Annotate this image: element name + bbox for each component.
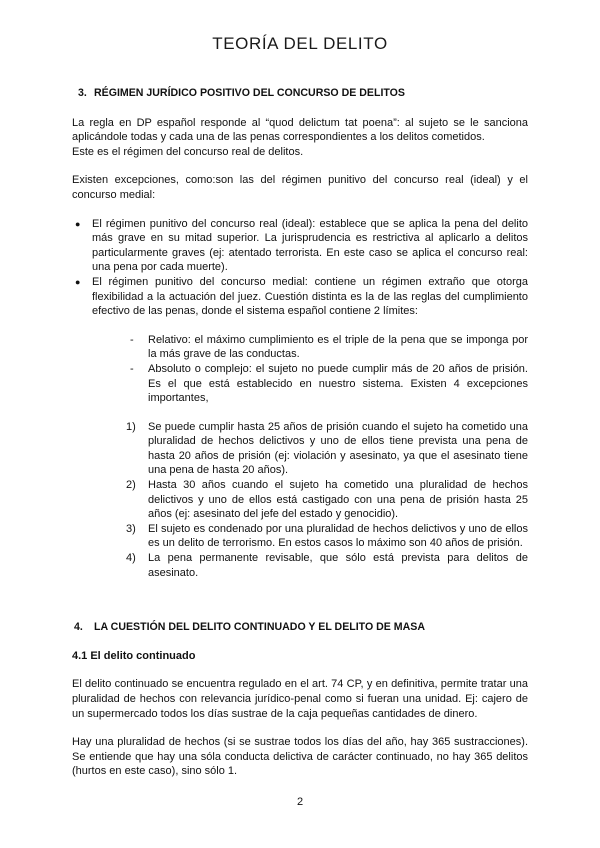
list-item: 1) Se puede cumplir hasta 25 años de prisión cuando el sujeto ha cometido una pluralidad de hechos delictivos y uno de ellos tiene prevista una pena de hasta 20 años de prisión (ej: violación y asesinato, ya que el asesinato tiene una pena de hasta 20 años).: [126, 420, 528, 477]
list-item: - Absoluto o complejo: el sujeto no puede cumplir más de 20 años de prisión. Es el que está establecido en nuestro sistema. Existen 4 excepciones importantes,: [130, 362, 528, 405]
exceptions-numbered-list: [72, 420, 528, 581]
page-content: [72, 86, 528, 779]
list-item: ● El régimen punitivo del concurso medial: contiene un régimen extraño que otorga flexibilidad a la actuación del juez. Cuestión distinta es la de las reglas del cumplimiento efectivo de las penas, donde el sistema español contiene 2 límites:: [75, 275, 528, 318]
section-4-title: LA CUESTIÓN DEL DELITO CONTINUADO Y EL DELITO DE MASA: [94, 621, 425, 634]
section-3-paragraph-1: La regla en DP español responde al “quod delictum tat poena”: al sujeto se le sanciona aplicándole todas y cada una de las penas correspondientes a los delitos cometidos.: [72, 116, 528, 144]
dash-marker: -: [130, 333, 134, 346]
section-3-number: 3.: [78, 87, 87, 99]
section-4-heading: [72, 620, 528, 635]
subsection-4-1-heading: 4.1 El delito continuado: [72, 649, 196, 662]
list-item: 3) El sujeto es condenado por una pluralidad de hechos delictivos y uno de ellos es un delito de terrorismo. En estos casos lo máximo son 40 años de prisión.: [126, 522, 528, 550]
section-3-title: RÉGIMEN JURÍDICO POSITIVO DEL CONCURSO DE DELITOS: [94, 87, 405, 99]
section-3-paragraph-1b: Este es el régimen del concurso real de delitos.: [72, 145, 304, 158]
list-item: 2) Hasta 30 años cuando el sujeto ha cometido una pluralidad de hechos delictivos y uno de ellos está castigado con una pena de prisión hasta 25 años (ej: asesinato del jefe del estado y genocidio).: [126, 479, 528, 521]
list-item: ● El régimen punitivo del concurso real (ideal): establece que se aplica la pena del delito más grave en su mitad superior. La jurisprudencia es restrictiva al aplicarlo a delitos particularmente graves (ej: atentado terrorista. En este caso se aplica el concurso real: una pena por cada muerte).: [75, 217, 528, 274]
page-title: TEORÍA DEL DELITO: [212, 34, 388, 53]
bullet-icon: ●: [75, 218, 81, 229]
exceptions-list: [72, 217, 528, 319]
section-4-paragraph-1: El delito continuado se encuentra regulado en el art. 74 CP, y en definitiva, permite tratar una pluralidad de hechos con relevancia jurídico-penal como si fueran una unidad. Ej: cajero de un supermercado todos los días sustrae de la caja pequeñas cantidades de dinero.: [72, 678, 528, 720]
limits-list: [72, 333, 528, 406]
section-4-number: 4.: [74, 621, 83, 634]
list-item: - Relativo: el máximo cumplimiento es el triple de la pena que se imponga por la más grave de las conductas.: [130, 333, 528, 361]
dash-marker: -: [130, 362, 134, 375]
page-number: 2: [296, 796, 304, 808]
bullet-icon: ●: [75, 276, 81, 287]
list-item: 4) La pena permanente revisable, que sólo está prevista para delitos de asesinato.: [126, 552, 528, 579]
section-3-heading: [72, 86, 528, 101]
section-4-paragraph-2: Hay una pluralidad de hechos (si se sustrae todos los días del año, hay 365 sustracciones). Se entiende que hay una sóla conducta delictiva de carácter continuado, no hay 365 delitos (hurtos en este caso), sino sólo 1.: [72, 736, 528, 778]
section-3-paragraph-2: Existen excepciones, como:son las del régimen punitivo del concurso real (ideal) y el concurso medial:: [72, 174, 528, 201]
